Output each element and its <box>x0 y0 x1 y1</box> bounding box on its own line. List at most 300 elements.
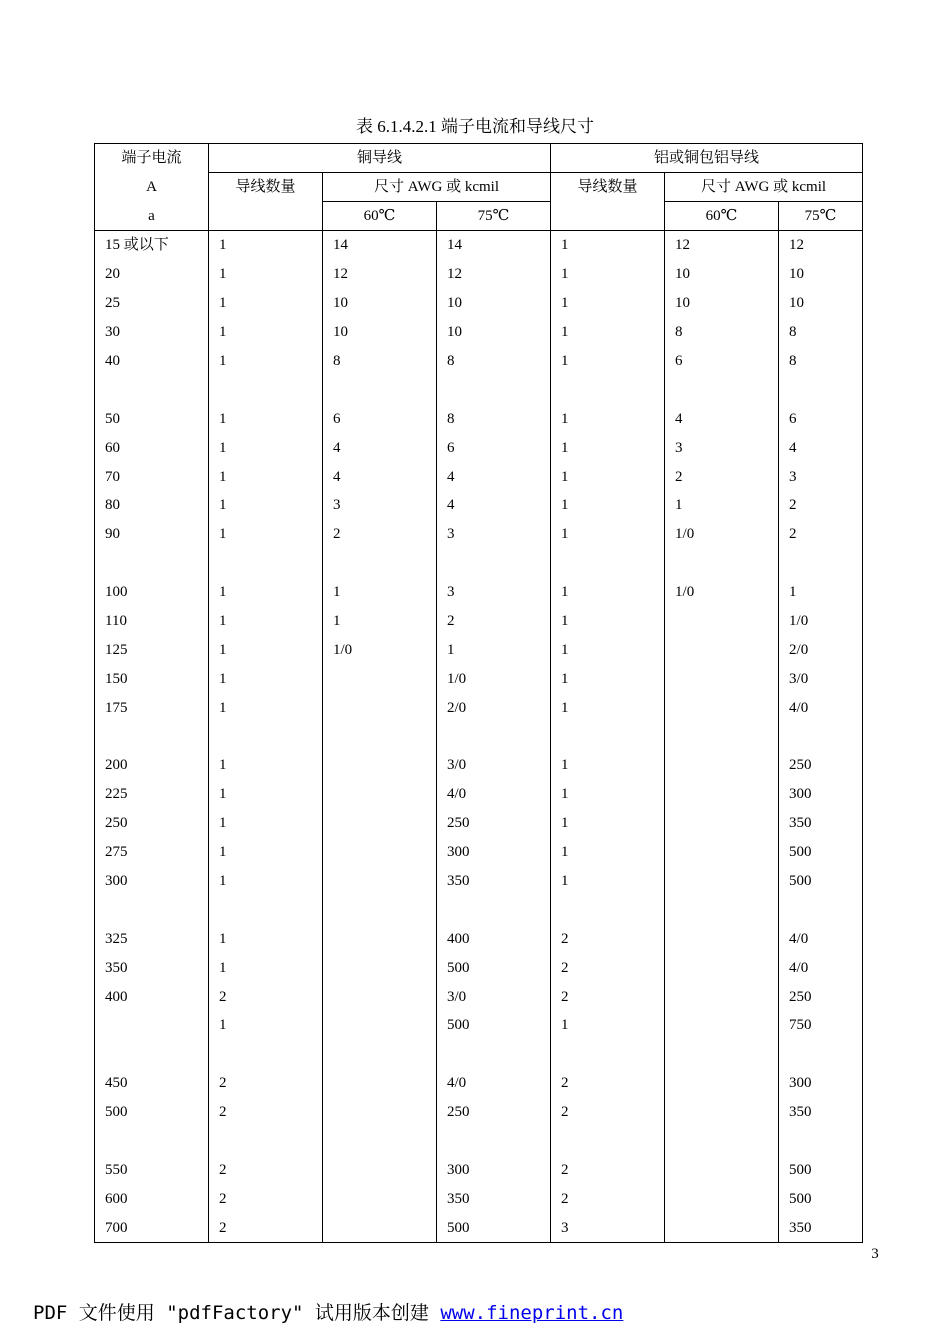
cell-al-count: 2 <box>551 1156 665 1185</box>
cell-cu-count: 2 <box>209 1213 323 1242</box>
cell-cu-count: 1 <box>209 318 323 347</box>
cell-al-75c: 4 <box>779 433 863 462</box>
cell-cu-60c <box>323 809 437 838</box>
spacer-cell <box>323 895 437 924</box>
cell-cu-count: 1 <box>209 404 323 433</box>
cell-al-60c <box>665 607 779 636</box>
cell-al-75c: 500 <box>779 838 863 867</box>
cell-cu-count: 2 <box>209 982 323 1011</box>
cell-al-75c: 4/0 <box>779 924 863 953</box>
spacer-cell <box>323 1127 437 1156</box>
footer-text: PDF 文件使用 "pdfFactory" 试用版本创建 <box>33 1302 441 1324</box>
header-copper-wire-count: 导线数量 <box>209 173 323 231</box>
cell-al-count: 1 <box>551 462 665 491</box>
cell-current <box>95 1011 209 1040</box>
header-copper-75c: 75℃ <box>437 202 551 231</box>
cell-cu-60c: 1 <box>323 607 437 636</box>
spacer-row <box>95 1127 863 1156</box>
cell-current: 60 <box>95 433 209 462</box>
cell-al-60c <box>665 982 779 1011</box>
table-row <box>95 751 863 780</box>
cell-cu-count: 1 <box>209 231 323 260</box>
cell-al-count: 1 <box>551 231 665 260</box>
table-row <box>95 289 863 318</box>
cell-current: 200 <box>95 751 209 780</box>
pdf-footer <box>33 1298 623 1325</box>
cell-al-75c: 8 <box>779 347 863 376</box>
cell-cu-75c: 3/0 <box>437 751 551 780</box>
table-row <box>95 1098 863 1127</box>
spacer-cell <box>437 722 551 751</box>
table-row <box>95 635 863 664</box>
cell-current: 125 <box>95 635 209 664</box>
cell-cu-count: 1 <box>209 260 323 289</box>
cell-cu-count: 1 <box>209 462 323 491</box>
cell-al-75c: 500 <box>779 1156 863 1185</box>
cell-al-60c: 6 <box>665 347 779 376</box>
cell-cu-60c: 1 <box>323 578 437 607</box>
cell-al-count: 1 <box>551 520 665 549</box>
cell-al-75c: 2/0 <box>779 635 863 664</box>
cell-cu-count: 1 <box>209 751 323 780</box>
spacer-cell <box>323 375 437 404</box>
spacer-cell <box>323 1040 437 1069</box>
cell-current: 500 <box>95 1098 209 1127</box>
cell-al-count: 1 <box>551 838 665 867</box>
cell-al-count: 1 <box>551 318 665 347</box>
cell-cu-75c: 12 <box>437 260 551 289</box>
cell-current: 175 <box>95 693 209 722</box>
cell-al-60c: 3 <box>665 433 779 462</box>
cell-cu-count: 1 <box>209 347 323 376</box>
cell-cu-count: 1 <box>209 1011 323 1040</box>
cell-al-count: 1 <box>551 809 665 838</box>
cell-al-count: 1 <box>551 289 665 318</box>
cell-al-75c: 500 <box>779 1184 863 1213</box>
cell-cu-count: 2 <box>209 1098 323 1127</box>
cell-current: 40 <box>95 347 209 376</box>
cell-al-75c: 350 <box>779 809 863 838</box>
cell-al-75c: 250 <box>779 982 863 1011</box>
table-row <box>95 1011 863 1040</box>
table-row <box>95 607 863 636</box>
cell-al-60c <box>665 635 779 664</box>
cell-current: 400 <box>95 982 209 1011</box>
cell-cu-count: 1 <box>209 289 323 318</box>
table-row <box>95 347 863 376</box>
table-row <box>95 491 863 520</box>
cell-al-60c <box>665 780 779 809</box>
cell-current: 30 <box>95 318 209 347</box>
table-row <box>95 520 863 549</box>
cell-cu-count: 2 <box>209 1184 323 1213</box>
table-row <box>95 780 863 809</box>
cell-al-count: 3 <box>551 1213 665 1242</box>
spacer-cell <box>209 549 323 578</box>
cell-al-60c: 4 <box>665 404 779 433</box>
cell-cu-count: 1 <box>209 838 323 867</box>
cell-cu-75c: 4 <box>437 462 551 491</box>
cell-cu-60c <box>323 1069 437 1098</box>
cell-current: 600 <box>95 1184 209 1213</box>
spacer-cell <box>551 1040 665 1069</box>
cell-current: 250 <box>95 809 209 838</box>
cell-current: 90 <box>95 520 209 549</box>
cell-al-count: 1 <box>551 1011 665 1040</box>
header-copper-60c: 60℃ <box>323 202 437 231</box>
cell-cu-60c: 6 <box>323 404 437 433</box>
cell-al-count: 1 <box>551 260 665 289</box>
cell-current: 15 或以下 <box>95 231 209 260</box>
header-aluminum-75c: 75℃ <box>779 202 863 231</box>
cell-al-75c: 3 <box>779 462 863 491</box>
header-unit-A: A <box>95 173 209 202</box>
table-row <box>95 318 863 347</box>
spacer-cell <box>779 895 863 924</box>
cell-al-60c <box>665 751 779 780</box>
table-row <box>95 924 863 953</box>
footer-link[interactable]: www.fineprint.cn <box>440 1302 624 1324</box>
cell-cu-75c: 500 <box>437 1011 551 1040</box>
spacer-cell <box>551 549 665 578</box>
cell-cu-60c <box>323 838 437 867</box>
spacer-cell <box>95 1040 209 1069</box>
cell-current: 20 <box>95 260 209 289</box>
cell-al-60c <box>665 953 779 982</box>
cell-al-60c: 12 <box>665 231 779 260</box>
cell-cu-count: 1 <box>209 578 323 607</box>
cell-cu-75c: 14 <box>437 231 551 260</box>
cell-al-60c <box>665 664 779 693</box>
cell-current: 50 <box>95 404 209 433</box>
cell-al-60c <box>665 809 779 838</box>
terminal-current-wire-size-table <box>94 143 863 1243</box>
cell-cu-count: 1 <box>209 433 323 462</box>
cell-al-75c: 350 <box>779 1098 863 1127</box>
cell-cu-60c: 12 <box>323 260 437 289</box>
cell-current: 700 <box>95 1213 209 1242</box>
header-terminal-current: 端子电流 <box>95 144 209 173</box>
cell-cu-60c <box>323 1098 437 1127</box>
cell-al-75c: 2 <box>779 520 863 549</box>
cell-al-60c <box>665 924 779 953</box>
cell-cu-60c <box>323 664 437 693</box>
cell-al-count: 1 <box>551 607 665 636</box>
cell-al-75c: 10 <box>779 289 863 318</box>
cell-cu-75c: 1/0 <box>437 664 551 693</box>
cell-al-60c <box>665 1098 779 1127</box>
cell-al-75c: 1/0 <box>779 607 863 636</box>
table-row <box>95 404 863 433</box>
cell-al-60c: 1/0 <box>665 578 779 607</box>
header-unit-a: a <box>95 202 209 231</box>
spacer-cell <box>551 895 665 924</box>
cell-cu-60c <box>323 1011 437 1040</box>
cell-al-75c: 3/0 <box>779 664 863 693</box>
cell-al-60c <box>665 693 779 722</box>
cell-cu-60c: 8 <box>323 347 437 376</box>
cell-cu-60c: 14 <box>323 231 437 260</box>
spacer-cell <box>323 549 437 578</box>
cell-cu-count: 1 <box>209 607 323 636</box>
cell-al-60c: 10 <box>665 260 779 289</box>
cell-cu-75c: 4/0 <box>437 780 551 809</box>
spacer-cell <box>665 375 779 404</box>
table-row <box>95 231 863 260</box>
cell-al-75c: 12 <box>779 231 863 260</box>
cell-al-75c: 10 <box>779 260 863 289</box>
cell-current: 110 <box>95 607 209 636</box>
table-row <box>95 838 863 867</box>
cell-cu-75c: 250 <box>437 1098 551 1127</box>
cell-cu-count: 1 <box>209 867 323 896</box>
cell-cu-75c: 300 <box>437 838 551 867</box>
cell-al-count: 1 <box>551 635 665 664</box>
cell-cu-count: 1 <box>209 635 323 664</box>
cell-cu-count: 1 <box>209 809 323 838</box>
cell-al-count: 2 <box>551 982 665 1011</box>
cell-al-count: 2 <box>551 1098 665 1127</box>
cell-cu-60c: 3 <box>323 491 437 520</box>
header-aluminum-wire-count: 导线数量 <box>551 173 665 231</box>
cell-cu-75c: 2/0 <box>437 693 551 722</box>
cell-cu-count: 1 <box>209 924 323 953</box>
cell-al-60c <box>665 838 779 867</box>
table-row <box>95 260 863 289</box>
cell-cu-count: 2 <box>209 1069 323 1098</box>
spacer-cell <box>779 1040 863 1069</box>
cell-al-count: 2 <box>551 953 665 982</box>
spacer-cell <box>437 375 551 404</box>
cell-current: 25 <box>95 289 209 318</box>
table-body <box>95 231 863 1243</box>
spacer-cell <box>665 895 779 924</box>
cell-cu-60c: 1/0 <box>323 635 437 664</box>
cell-al-75c: 6 <box>779 404 863 433</box>
table-row <box>95 953 863 982</box>
table-row <box>95 982 863 1011</box>
cell-al-count: 2 <box>551 924 665 953</box>
cell-cu-60c <box>323 751 437 780</box>
spacer-cell <box>323 722 437 751</box>
cell-al-count: 1 <box>551 693 665 722</box>
cell-al-count: 2 <box>551 1069 665 1098</box>
header-copper-wire: 铜导线 <box>209 144 551 173</box>
cell-al-60c <box>665 1184 779 1213</box>
cell-cu-60c <box>323 780 437 809</box>
cell-al-60c <box>665 1213 779 1242</box>
cell-cu-75c: 4/0 <box>437 1069 551 1098</box>
spacer-cell <box>209 722 323 751</box>
header-aluminum-size: 尺寸 AWG 或 kcmil <box>665 173 863 202</box>
cell-cu-60c <box>323 1184 437 1213</box>
cell-cu-count: 2 <box>209 1156 323 1185</box>
table-row <box>95 578 863 607</box>
cell-al-75c: 350 <box>779 1213 863 1242</box>
cell-al-75c: 2 <box>779 491 863 520</box>
cell-al-count: 1 <box>551 433 665 462</box>
cell-current: 70 <box>95 462 209 491</box>
table-row <box>95 867 863 896</box>
spacer-cell <box>95 722 209 751</box>
cell-cu-75c: 350 <box>437 1184 551 1213</box>
spacer-cell <box>779 722 863 751</box>
cell-al-75c: 300 <box>779 780 863 809</box>
cell-cu-75c: 3 <box>437 578 551 607</box>
header-aluminum-60c: 60℃ <box>665 202 779 231</box>
cell-cu-60c <box>323 924 437 953</box>
cell-cu-75c: 2 <box>437 607 551 636</box>
cell-al-count: 1 <box>551 491 665 520</box>
cell-cu-count: 1 <box>209 491 323 520</box>
cell-current: 150 <box>95 664 209 693</box>
table-row <box>95 433 863 462</box>
cell-al-60c: 10 <box>665 289 779 318</box>
cell-al-count: 2 <box>551 1184 665 1213</box>
spacer-cell <box>665 549 779 578</box>
cell-cu-75c: 3 <box>437 520 551 549</box>
cell-cu-75c: 4 <box>437 491 551 520</box>
cell-cu-75c: 1 <box>437 635 551 664</box>
cell-cu-60c: 4 <box>323 433 437 462</box>
cell-al-count: 1 <box>551 867 665 896</box>
spacer-cell <box>95 895 209 924</box>
spacer-row <box>95 895 863 924</box>
cell-cu-count: 1 <box>209 780 323 809</box>
cell-cu-60c <box>323 1213 437 1242</box>
table-row <box>95 1069 863 1098</box>
spacer-cell <box>551 375 665 404</box>
cell-al-75c: 250 <box>779 751 863 780</box>
spacer-cell <box>551 722 665 751</box>
spacer-cell <box>209 1040 323 1069</box>
cell-al-75c: 1 <box>779 578 863 607</box>
cell-cu-75c: 10 <box>437 289 551 318</box>
spacer-cell <box>437 1127 551 1156</box>
spacer-row <box>95 375 863 404</box>
cell-al-60c: 2 <box>665 462 779 491</box>
cell-al-60c <box>665 1156 779 1185</box>
table-row <box>95 1213 863 1242</box>
cell-cu-count: 1 <box>209 953 323 982</box>
cell-current: 325 <box>95 924 209 953</box>
cell-cu-75c: 300 <box>437 1156 551 1185</box>
table-row <box>95 462 863 491</box>
spacer-row <box>95 1040 863 1069</box>
cell-current: 350 <box>95 953 209 982</box>
cell-al-75c: 300 <box>779 1069 863 1098</box>
cell-current: 100 <box>95 578 209 607</box>
spacer-cell <box>437 895 551 924</box>
cell-cu-60c <box>323 1156 437 1185</box>
cell-current: 80 <box>95 491 209 520</box>
cell-al-count: 1 <box>551 578 665 607</box>
cell-cu-60c <box>323 867 437 896</box>
cell-cu-60c <box>323 982 437 1011</box>
cell-al-count: 1 <box>551 780 665 809</box>
page-number: 3 <box>871 1246 879 1262</box>
cell-current: 450 <box>95 1069 209 1098</box>
cell-al-75c: 8 <box>779 318 863 347</box>
spacer-cell <box>779 549 863 578</box>
cell-al-count: 1 <box>551 404 665 433</box>
cell-current: 300 <box>95 867 209 896</box>
cell-cu-60c <box>323 953 437 982</box>
cell-al-75c: 750 <box>779 1011 863 1040</box>
table-row <box>95 809 863 838</box>
table-row <box>95 1184 863 1213</box>
cell-cu-60c <box>323 693 437 722</box>
spacer-row <box>95 549 863 578</box>
cell-cu-60c: 10 <box>323 289 437 318</box>
cell-cu-75c: 6 <box>437 433 551 462</box>
cell-al-60c <box>665 1069 779 1098</box>
cell-cu-75c: 400 <box>437 924 551 953</box>
spacer-cell <box>665 1040 779 1069</box>
spacer-row <box>95 722 863 751</box>
cell-al-60c: 8 <box>665 318 779 347</box>
spacer-cell <box>665 1127 779 1156</box>
spacer-cell <box>209 375 323 404</box>
cell-al-60c: 1 <box>665 491 779 520</box>
spacer-cell <box>665 722 779 751</box>
spacer-cell <box>95 375 209 404</box>
cell-cu-75c: 500 <box>437 1213 551 1242</box>
header-copper-size: 尺寸 AWG 或 kcmil <box>323 173 551 202</box>
table-row <box>95 1156 863 1185</box>
cell-cu-75c: 8 <box>437 347 551 376</box>
cell-cu-count: 1 <box>209 664 323 693</box>
cell-current: 275 <box>95 838 209 867</box>
cell-cu-75c: 350 <box>437 867 551 896</box>
spacer-cell <box>95 1127 209 1156</box>
spacer-cell <box>95 549 209 578</box>
spacer-cell <box>551 1127 665 1156</box>
cell-al-75c: 4/0 <box>779 953 863 982</box>
spacer-cell <box>209 895 323 924</box>
header-aluminum-wire: 铝或铜包铝导线 <box>551 144 863 173</box>
spacer-cell <box>437 549 551 578</box>
table-row <box>95 693 863 722</box>
cell-al-60c <box>665 1011 779 1040</box>
cell-cu-count: 1 <box>209 693 323 722</box>
cell-cu-60c: 4 <box>323 462 437 491</box>
table-row <box>95 664 863 693</box>
cell-al-count: 1 <box>551 664 665 693</box>
spacer-cell <box>779 375 863 404</box>
cell-al-75c: 500 <box>779 867 863 896</box>
cell-al-60c: 1/0 <box>665 520 779 549</box>
cell-al-60c <box>665 867 779 896</box>
cell-al-75c: 4/0 <box>779 693 863 722</box>
cell-cu-60c: 10 <box>323 318 437 347</box>
cell-current: 225 <box>95 780 209 809</box>
cell-cu-75c: 10 <box>437 318 551 347</box>
table-caption: 表 6.1.4.2.1 端子电流和导线尺寸 <box>356 117 594 136</box>
cell-cu-count: 1 <box>209 520 323 549</box>
cell-al-count: 1 <box>551 347 665 376</box>
cell-cu-75c: 3/0 <box>437 982 551 1011</box>
spacer-cell <box>437 1040 551 1069</box>
cell-cu-75c: 250 <box>437 809 551 838</box>
spacer-cell <box>779 1127 863 1156</box>
cell-current: 550 <box>95 1156 209 1185</box>
cell-cu-60c: 2 <box>323 520 437 549</box>
cell-al-count: 1 <box>551 751 665 780</box>
cell-cu-75c: 8 <box>437 404 551 433</box>
cell-cu-75c: 500 <box>437 953 551 982</box>
spacer-cell <box>209 1127 323 1156</box>
